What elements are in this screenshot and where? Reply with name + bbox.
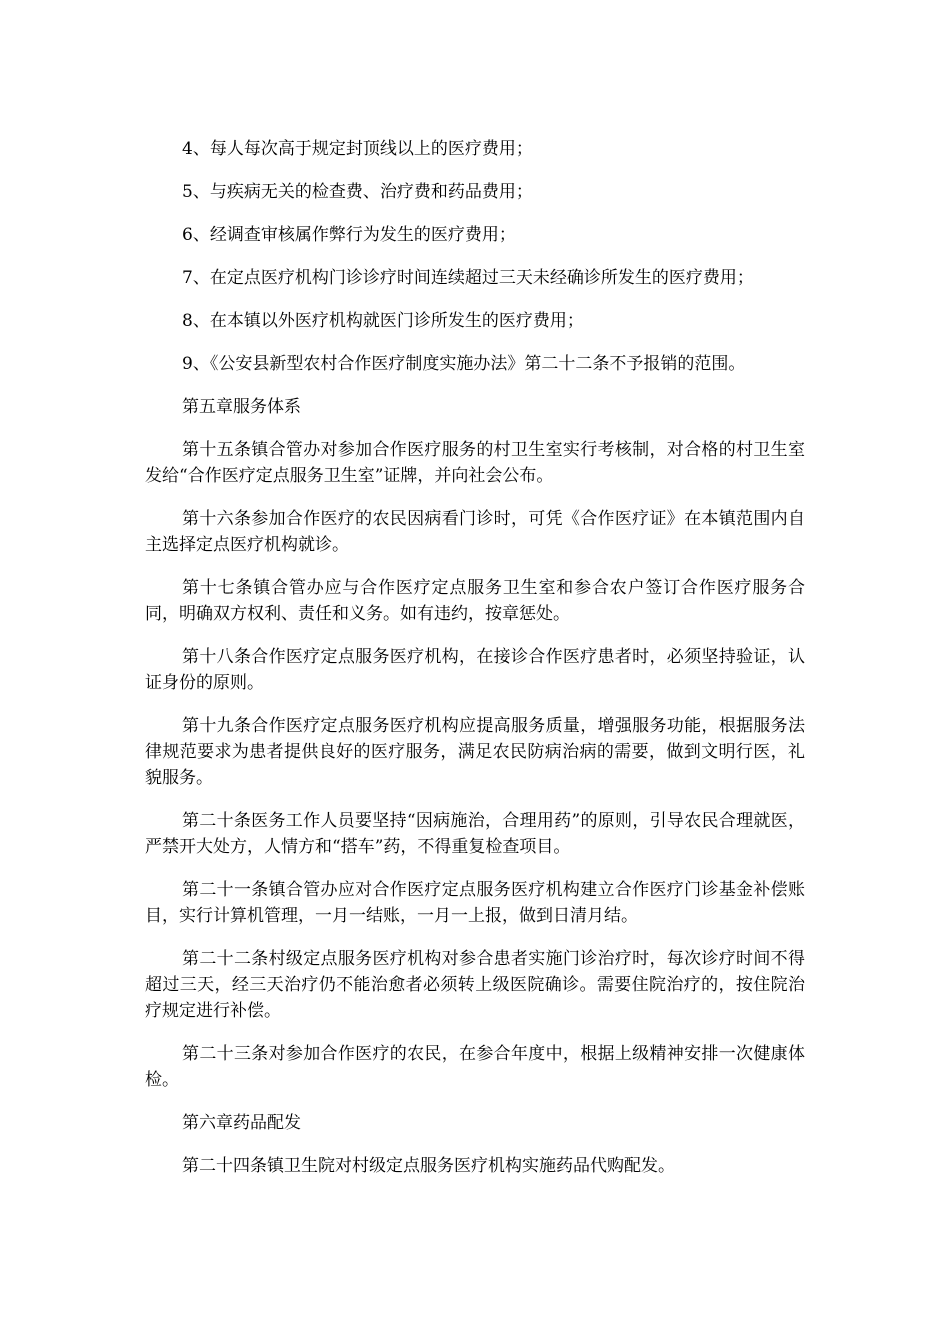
paragraph-item-8: 8、在本镇以外医疗机构就医门诊所发生的医疗费用； (182, 311, 584, 331)
article-17: 第十七条镇合管办应与合作医疗定点服务卫生室和参合农户签订合作医疗服务合同，明确双方权利、责任和义务。如有违约，按章惩处。 (145, 578, 805, 624)
paragraph-item-6: 6、经调查审核属作弊行为发生的医疗费用； (182, 225, 516, 245)
paragraph-item-9: 9、《公安县新型农村合作医疗制度实施办法》第二十二条不予报销的范围。 (182, 354, 746, 374)
paragraph-item-4: 4、每人每次高于规定封顶线以上的医疗费用； (182, 139, 533, 159)
article-24: 第二十四条镇卫生院对村级定点服务医疗机构实施药品代购配发。 (182, 1156, 675, 1176)
article-15: 第十五条镇合管办对参加合作医疗服务的村卫生室实行考核制，对合格的村卫生室发给“合作医疗定点服务卫生室”证牌，并向社会公布。 (145, 440, 805, 486)
paragraph-item-7: 7、在定点医疗机构门诊诊疗时间连续超过三天未经确诊所发生的医疗费用； (182, 268, 754, 288)
article-21: 第二十一条镇合管办应对合作医疗定点服务医疗机构建立合作医疗门诊基金补偿账目，实行计算机管理，一月一结账，一月一上报，做到日清月结。 (145, 880, 805, 926)
chapter-heading-5: 第五章服务体系 (182, 397, 301, 417)
article-18: 第十八条合作医疗定点服务医疗机构，在接诊合作医疗患者时，必须坚持验证，认证身份的原则。 (145, 647, 805, 693)
document-body (145, 136, 805, 1196)
paragraph-item-5: 5、与疾病无关的检查费、治疗费和药品费用； (182, 182, 533, 202)
chapter-heading-6: 第六章药品配发 (182, 1113, 301, 1133)
article-19: 第十九条合作医疗定点服务医疗机构应提高服务质量，增强服务功能，根据服务法律规范要求为患者提供良好的医疗服务，满足农民防病治病的需要，做到文明行医，礼貌服务。 (145, 716, 805, 788)
article-20: 第二十条医务工作人员要坚持“因病施治，合理用药”的原则，引导农民合理就医，严禁开大处方，人情方和“搭车”药，不得重复检查项目。 (145, 811, 805, 857)
article-16: 第十六条参加合作医疗的农民因病看门诊时，可凭《合作医疗证》在本镇范围内自主选择定点医疗机构就诊。 (145, 509, 805, 555)
article-23: 第二十三条对参加合作医疗的农民，在参合年度中，根据上级精神安排一次健康体检。 (145, 1044, 805, 1090)
article-22: 第二十二条村级定点服务医疗机构对参合患者实施门诊治疗时，每次诊疗时间不得超过三天，经三天治疗仍不能治愈者必须转上级医院确诊。需要住院治疗的，按住院治疗规定进行补偿。 (145, 949, 805, 1021)
